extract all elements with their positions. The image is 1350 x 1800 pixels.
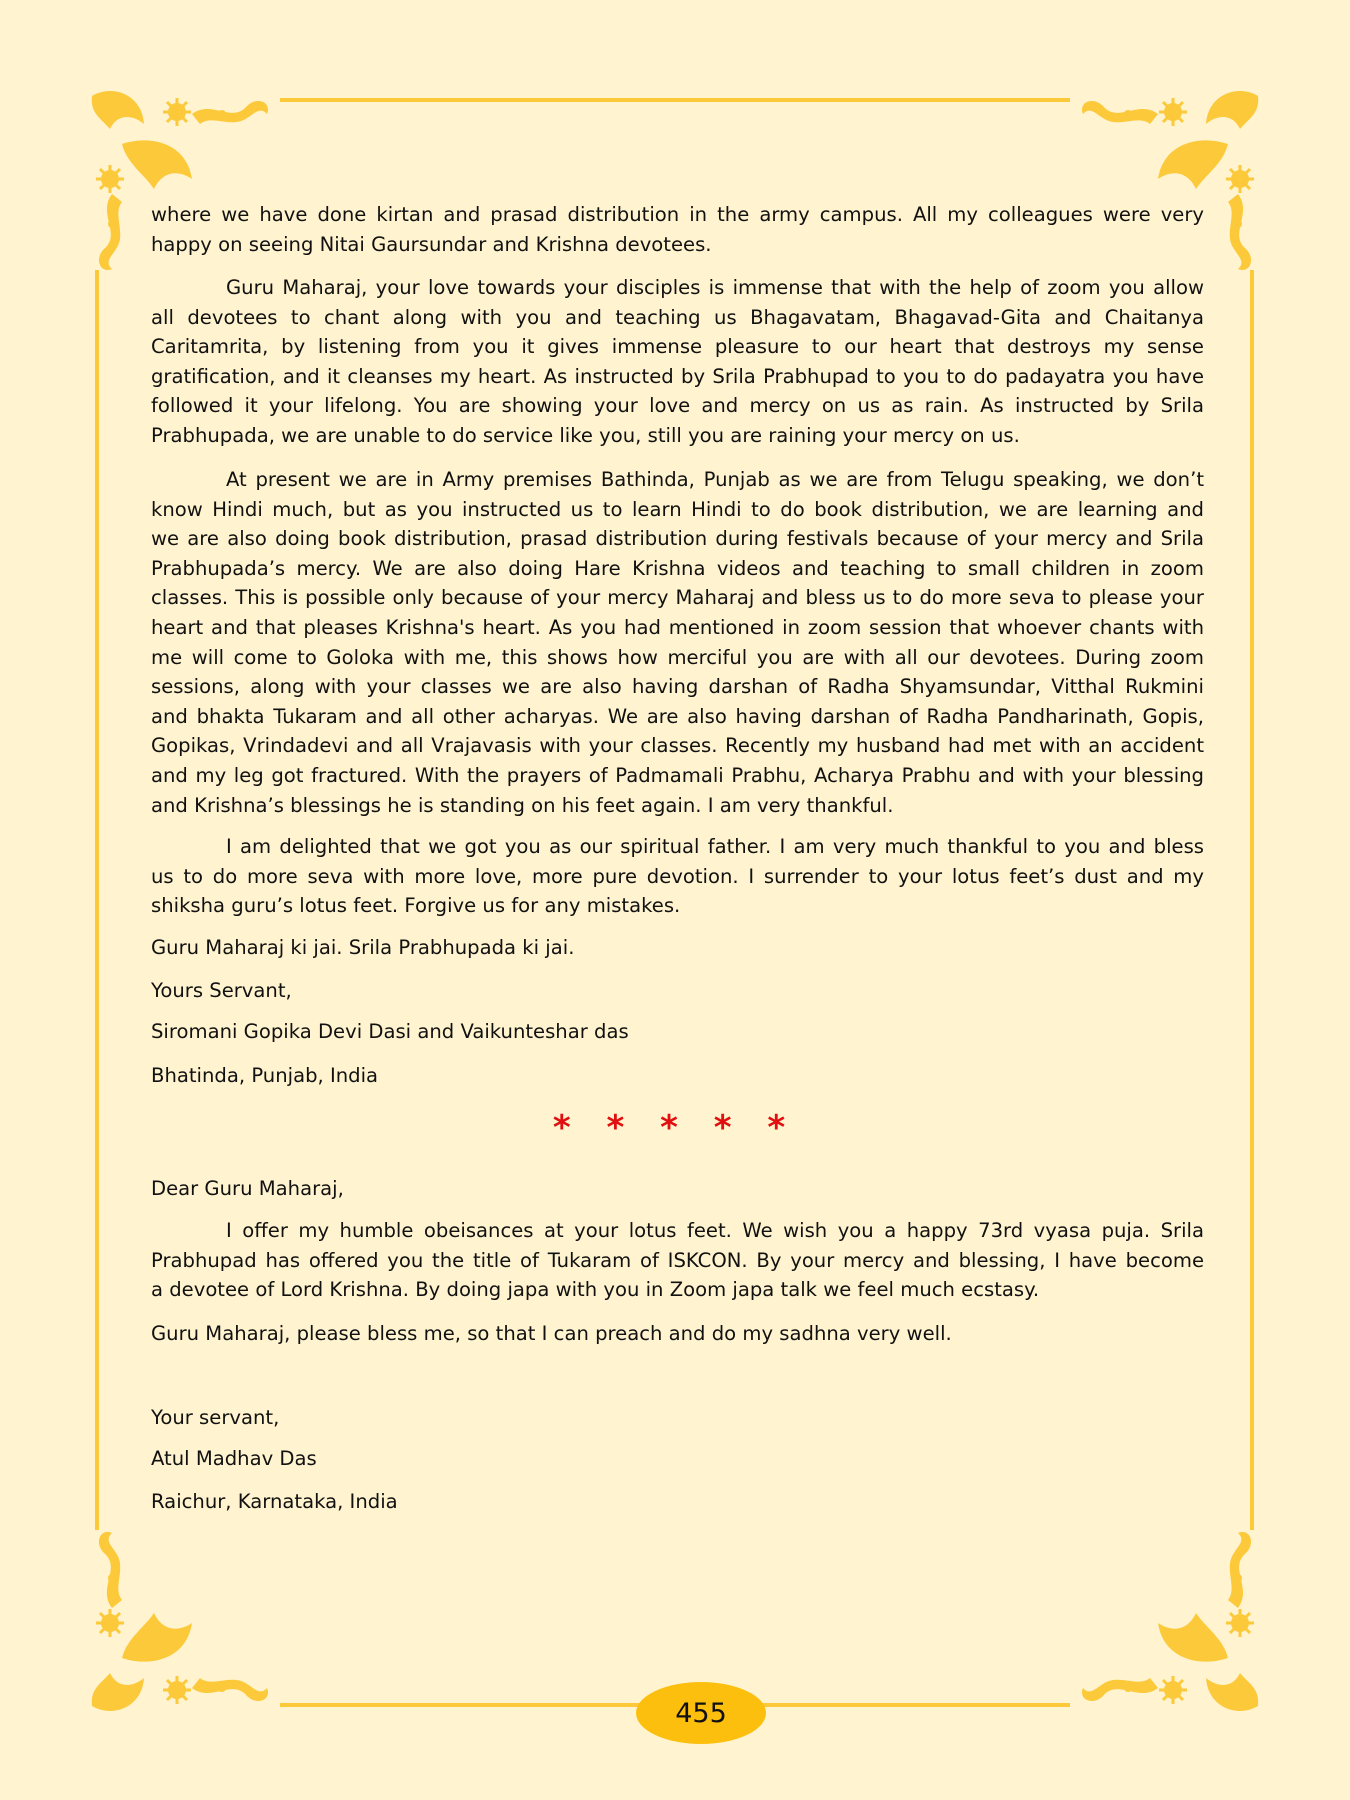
border-right-line	[1250, 270, 1254, 1530]
text-line: sessions, along with your classes we are also having darshan of Radha Shyamsundar, Vitthal Rukmini	[151, 675, 1204, 699]
text-line: gratification, and it cleanses my heart. As instructed by Srila Prabhupad to you to do padayatra you have	[151, 364, 1204, 388]
letter2-signoff: Your servant,	[151, 1406, 280, 1429]
sender-location: Bhatinda, Punjab, India	[151, 1064, 379, 1087]
paragraph	[151, 465, 1204, 820]
text-line: Prabhupada, we are unable to do service like you, still you are raining your mercy on us.	[151, 423, 1020, 447]
page-number-badge	[636, 1682, 766, 1744]
letter2-greeting: Dear Guru Maharaj,	[151, 1177, 344, 1200]
signoff: Yours Servant,	[151, 979, 292, 1002]
text-line: followed it your lifelong. You are showing your love and mercy on us as rain. As instructed by Srila	[151, 394, 1204, 418]
text-line: Prabhupad has offered you the title of Tukaram of ISKCON. By your mercy and blessing, I have become	[151, 1248, 1204, 1272]
text-line: and Krishna’s blessings he is standing on his feet again. I am very thankful.	[151, 793, 894, 817]
border-left-line	[95, 270, 99, 1530]
paragraph	[151, 273, 1204, 451]
paragraph	[151, 832, 1204, 921]
text-line: me will come to Goloka with me, this shows how merciful you are with all our devotees. During zoom	[151, 645, 1204, 669]
letter2-sender-location: Raichur, Karnataka, India	[151, 1490, 398, 1513]
text-line: and my leg got fractured. With the prayers of Padmamali Prabhu, Acharya Prabhu and with your blessing	[151, 763, 1204, 787]
text-line: shiksha guru’s lotus feet. Forgive us for any mistakes.	[151, 894, 681, 918]
border-top-line	[280, 98, 1070, 102]
text-line: Gopikas, Vrindadevi and all Vrajavasis with your classes. Recently my husband had met with an accident	[151, 734, 1204, 758]
text-line: Caritamrita, by listening from you it gives immense pleasure to our heart that destroys my sense	[151, 335, 1204, 359]
text-line: I offer my humble obeisances at your lotus feet. We wish you a happy 73rd vyasa puja. Srila	[226, 1219, 1204, 1242]
letter2-sender-name: Atul Madhav Das	[151, 1447, 317, 1470]
separator-stars: * * * * *	[552, 1108, 798, 1148]
text-line: us to do more seva with more love, more pure devotion. I surrender to your lotus feet’s dust and my	[151, 864, 1204, 888]
text-line: where we have done kirtan and prasad distribution in the army campus. All my colleagues were very	[151, 203, 1204, 226]
text-line: Prabhupada’s mercy. We are also doing Hare Krishna videos and teaching to small children in zoom	[151, 556, 1204, 580]
letter2-request: Guru Maharaj, please bless me, so that I can preach and do my sadhna very well.	[151, 1322, 952, 1345]
text-line: a devotee of Lord Krishna. By doing japa with you in Zoom japa talk we feel much ecstasy.	[151, 1278, 1040, 1302]
text-line: Guru Maharaj, your love towards your disciples is immense that with the help of zoom you allow	[226, 276, 1204, 299]
letter2-paragraph	[151, 1216, 1204, 1305]
text-line: we are also doing book distribution, prasad distribution during festivals because of your mercy and Srila	[151, 527, 1204, 551]
closing-salutation: Guru Maharaj ki jai. Srila Prabhupada ki jai.	[151, 936, 575, 959]
text-line: At present we are in Army premises Bathinda, Punjab as we are from Telugu speaking, we don’t	[226, 468, 1204, 491]
text-line: classes. This is possible only because of your mercy Maharaj and bless us to do more seva to please your	[151, 586, 1204, 610]
corner-ornament-bottom-left	[82, 1518, 282, 1718]
text-line: all devotees to chant along with you and teaching us Bhagavatam, Bhagavad-Gita and Chaitanya	[151, 305, 1204, 329]
paragraph	[151, 200, 1204, 259]
text-line: and bhakta Tukaram and all other acharyas. We are also having darshan of Radha Pandharinath, Gopis,	[151, 704, 1204, 728]
corner-ornament-bottom-right	[1068, 1518, 1268, 1718]
text-line: heart and that pleases Krishna's heart. As you had mentioned in zoom session that whoever chants with	[151, 615, 1204, 639]
text-line: I am delighted that we got you as our spiritual father. I am very much thankful to you and bless	[226, 835, 1204, 858]
text-line: happy on seeing Nitai Gaursundar and Krishna devotees.	[151, 232, 712, 256]
sender-names: Siromani Gopika Devi Dasi and Vaikunteshar das	[151, 1020, 629, 1043]
text-line: know Hindi much, but as you instructed us to learn Hindi to do book distribution, we are learning and	[151, 497, 1204, 521]
page-number: 455	[675, 1697, 727, 1729]
